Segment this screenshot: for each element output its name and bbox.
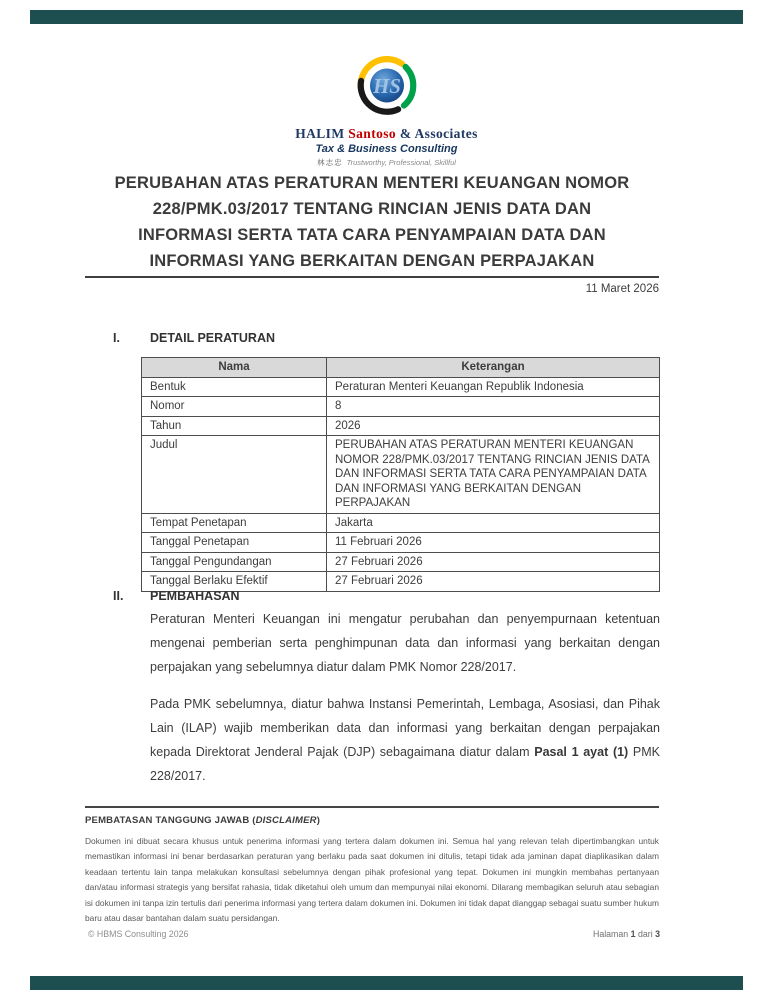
row-value: 27 Februari 2026: [327, 552, 660, 572]
disclaimer-heading-text: PEMBATASAN TANGGUNG JAWAB (: [85, 815, 256, 826]
row-label: Judul: [142, 436, 327, 514]
section-numeral: II.: [113, 589, 124, 603]
pembahasan-body: [150, 607, 660, 788]
row-value: 2026: [327, 416, 660, 436]
table-row: [142, 416, 660, 436]
title-line: PERUBAHAN ATAS PERATURAN MENTERI KEUANGAN NOMOR: [114, 174, 630, 192]
section-heading-label: DETAIL PERATURAN: [150, 331, 275, 345]
row-label: Bentuk: [142, 377, 327, 397]
footer-page-total: 3: [655, 929, 660, 939]
document-title: [85, 170, 659, 274]
section-numeral: I.: [113, 331, 120, 345]
disclaimer-heading-italic: DISCLAIMER: [255, 815, 317, 826]
company-logo: [0, 48, 773, 166]
footer-copyright: © HBMS Consulting 2026: [88, 929, 189, 939]
company-name-santoso: Santoso: [348, 126, 397, 141]
footer-page-of: dari: [635, 929, 656, 939]
top-accent-bar: [30, 10, 743, 24]
row-value: Jakarta: [327, 513, 660, 533]
disclaimer-heading-close: ): [316, 815, 321, 826]
logo-mark: [329, 48, 445, 126]
section-detail-heading: [113, 331, 275, 345]
paragraph-2-tail: PMK 228/2017.: [150, 745, 660, 783]
table-header-row: [142, 358, 660, 378]
title-line: 228/PMK.03/2017 TENTANG RINCIAN JENIS DATA DAN: [152, 200, 592, 218]
company-motto-text: Trustworthy, Professional, Skillful: [346, 157, 456, 167]
disclaimer-body: Dokumen ini dibuat secara khusus untuk penerima informasi yang tertera dalam dokumen ini. Semua hal yang relevan telah dipertimbangkan untuk memastikan informasi ini benar berdasarkan peraturan yang berlaku pada saat dokumen ini ditulis, tetapi tidak ada jaminan dapat diaplikasikan dalam keadaan tertentu lain tanpa melakukan konsultasi sebelumnya dengan pihak profesional yang tepat. Dokumen ini mungkin membahas pertanyaan dan/atau informasi strategis yang bersifat rahasia, tidak diketahui oleh umum dan mempunyai nilai ekonomi. Dilarang membagikan seluruh atau sebagian isi dokumen ini tanpa izin tertulis dari penerima informasi yang tertera dalam dokumen ini. Dokumen ini tidak dapat dianggap sebagai suatu sumber hukum baru atau dasar bantahan dalam suatu persidangan.: [85, 836, 659, 924]
company-tagline: Tax & Business Consulting: [315, 142, 458, 155]
table-row: [142, 552, 660, 572]
disclaimer-section: [85, 806, 659, 926]
paragraph-2: [150, 692, 660, 788]
paragraph-2-bold: Pasal 1 ayat (1): [534, 745, 629, 759]
bottom-accent-bar: [30, 976, 743, 990]
table-row: [142, 397, 660, 417]
logo-monogram: HS: [372, 74, 401, 99]
column-header-nama: Nama: [142, 358, 327, 378]
footer-page-label: Halaman: [592, 929, 631, 939]
section-heading-label: PEMBAHASAN: [150, 589, 240, 603]
row-value: 27 Februari 2026: [327, 572, 660, 592]
row-value: 11 Februari 2026: [327, 533, 660, 553]
document-date: 11 Maret 2026: [585, 283, 659, 295]
column-header-keterangan: Keterangan: [327, 358, 660, 378]
title-line: INFORMASI YANG BERKAITAN DENGAN PERPAJAKAN: [149, 252, 595, 270]
row-label: Tempat Penetapan: [142, 513, 327, 533]
row-label: Tanggal Berlaku Efektif: [142, 572, 327, 592]
company-chinese-name: 林志忠: [317, 157, 343, 167]
row-label: Tanggal Pengundangan: [142, 552, 327, 572]
page-footer: [88, 929, 660, 939]
footer-page-number: [593, 929, 660, 939]
company-name-associates: & Associates: [396, 126, 478, 141]
row-label: Nomor: [142, 397, 327, 417]
paragraph-2-text: Pada PMK sebelumnya, diatur bahwa Instansi Pemerintah, Lembaga, Asosiasi, dan Pihak Lain (ILAP) wajib memberikan data dan informasi yang berkaitan dengan perpajakan kepada Direktorat Jenderal Pajak (DJP) sebagaimana diatur dalam: [150, 697, 660, 759]
section-pembahasan-heading: [113, 589, 240, 603]
row-value: 8: [327, 397, 660, 417]
title-divider: [85, 276, 659, 278]
disclaimer-heading: [85, 815, 659, 826]
company-motto: [0, 159, 773, 167]
row-value: Peraturan Menteri Keuangan Republik Indonesia: [327, 377, 660, 397]
title-line: INFORMASI SERTA TATA CARA PENYAMPAIAN DATA DAN: [138, 226, 606, 244]
row-value: PERUBAHAN ATAS PERATURAN MENTERI KEUANGAN NOMOR 228/PMK.03/2017 TENTANG RINCIAN JENIS DATA DAN INFORMASI SERTA TATA CARA PENYAMPAIAN DATA DAN INFORMASI YANG BERKAITAN DENGAN PERPAJAKAN: [327, 436, 660, 514]
paragraph-1: Peraturan Menteri Keuangan ini mengatur perubahan dan penyempurnaan ketentuan mengenai pemberian serta penghimpunan data dan informasi yang berkaitan dengan perpajakan yang sebelumnya diatur dalam PMK Nomor 228/2017.: [150, 612, 660, 674]
table-row: [142, 533, 660, 553]
footer-page-current: 1: [630, 929, 636, 939]
company-name: [0, 127, 773, 141]
detail-table: [141, 357, 660, 592]
table-row: [142, 513, 660, 533]
row-label: Tahun: [142, 416, 327, 436]
logo-swoosh-green-icon: [403, 67, 412, 106]
row-label: Tanggal Penetapan: [142, 533, 327, 553]
company-name-halim: HALIM: [295, 126, 349, 141]
table-row: [142, 436, 660, 514]
table-row: [142, 377, 660, 397]
